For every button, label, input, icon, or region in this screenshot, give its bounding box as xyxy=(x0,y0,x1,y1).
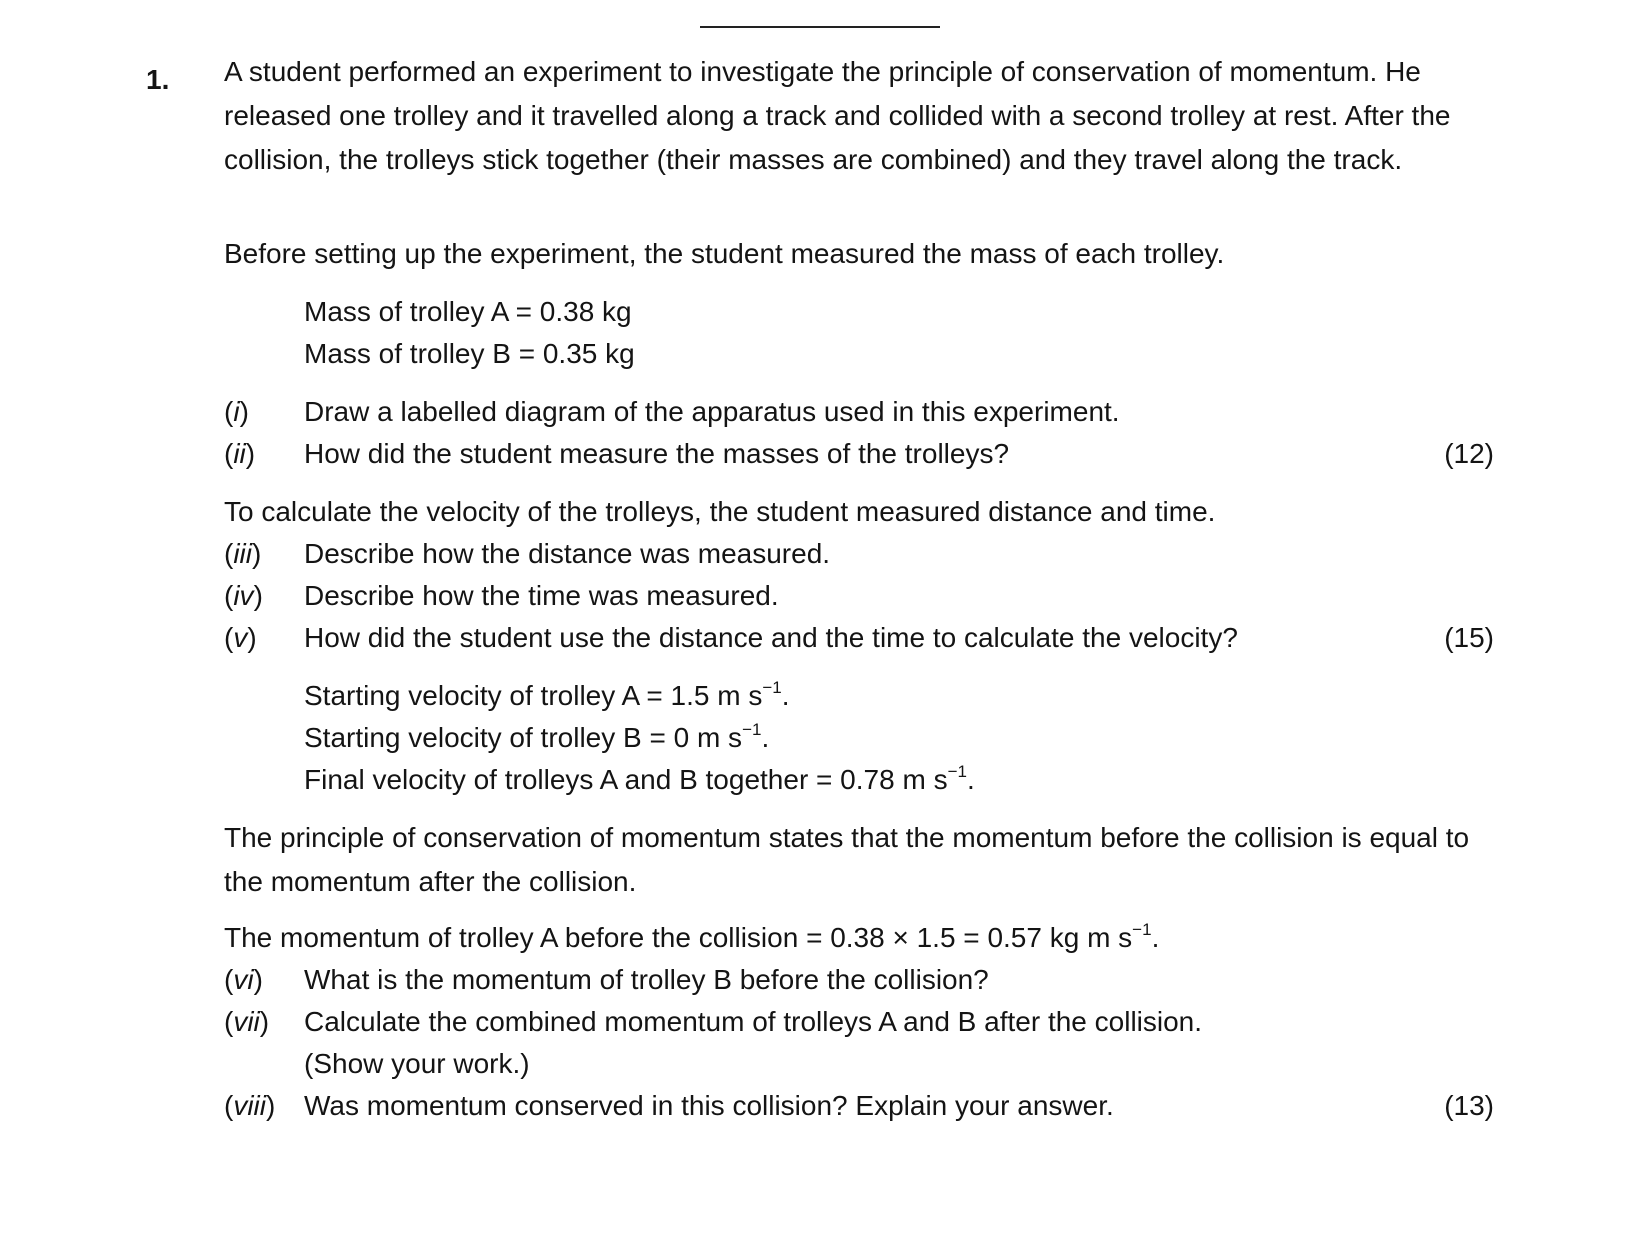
part-viii-label: (viii) xyxy=(224,1090,276,1121)
marks-section-3: (13) xyxy=(1444,1090,1494,1121)
momentum-trolley-a: The momentum of trolley A before the collision = 0.38 × 1.5 = 0.57 kg m $s^{-1}$. xyxy=(224,919,1160,953)
principle-text: The principle of conservation of momentum states that the momentum before the collision is equal to the momentum after the collision. xyxy=(224,822,1470,897)
part-viii-text: Was momentum conserved in this collision? Explain your answer. xyxy=(304,1090,1114,1121)
marks-section-1: (12) xyxy=(1444,438,1494,469)
part-v-label: (v) xyxy=(224,622,257,653)
part-iv-label: (iv) xyxy=(224,580,263,611)
mass-trolley-b: Mass of trolley B = 0.35 kg xyxy=(304,338,635,369)
part-ii-text: How did the student measure the masses of the trolleys? xyxy=(304,438,1010,469)
part-vii-label: (vii) xyxy=(224,1006,270,1037)
mass-trolley-a: Mass of trolley A = 0.38 kg xyxy=(304,296,632,327)
velocity-final: Final velocity of trolleys A and B together = 0.78 m $s^{-1}$. xyxy=(304,761,975,795)
marks-section-2: (15) xyxy=(1444,622,1494,653)
setup-text: Before setting up the experiment, the student measured the mass of each trolley. xyxy=(224,238,1225,269)
part-iii-text: Describe how the distance was measured. xyxy=(304,538,831,569)
part-i-text: Draw a labelled diagram of the apparatus used in this experiment. xyxy=(304,396,1120,427)
header-rule xyxy=(700,26,940,28)
part-vi-label: (vi) xyxy=(224,964,263,995)
part-vii-note: (Show your work.) xyxy=(304,1048,530,1079)
part-iv-text: Describe how the time was measured. xyxy=(304,580,779,611)
question-number: 1. xyxy=(146,64,170,95)
part-ii-label: (ii) xyxy=(224,438,256,469)
question-intro: A student performed an experiment to investigate the principle of conservation of momentum. He released one trolley and it travelled along a track and collided with a second trolley at rest. After the collision, the trolleys stick together (their masses are combined) and they travel along the track. xyxy=(224,56,1451,175)
velocity-intro: To calculate the velocity of the trolleys, the student measured distance and time. xyxy=(224,496,1216,527)
velocity-trolley-b: Starting velocity of trolley B = 0 m $s^{-1}$. xyxy=(304,719,770,753)
part-iii-label: (iii) xyxy=(224,538,262,569)
part-vi-text: What is the momentum of trolley B before the collision? xyxy=(304,964,989,995)
velocity-trolley-a: Starting velocity of trolley A = 1.5 m $s^{-1}$. xyxy=(304,677,790,711)
part-v-text: How did the student use the distance and the time to calculate the velocity? xyxy=(304,622,1238,653)
part-vii-text: Calculate the combined momentum of trolleys A and B after the collision. xyxy=(304,1006,1203,1037)
part-i-label: (i) xyxy=(224,396,249,427)
